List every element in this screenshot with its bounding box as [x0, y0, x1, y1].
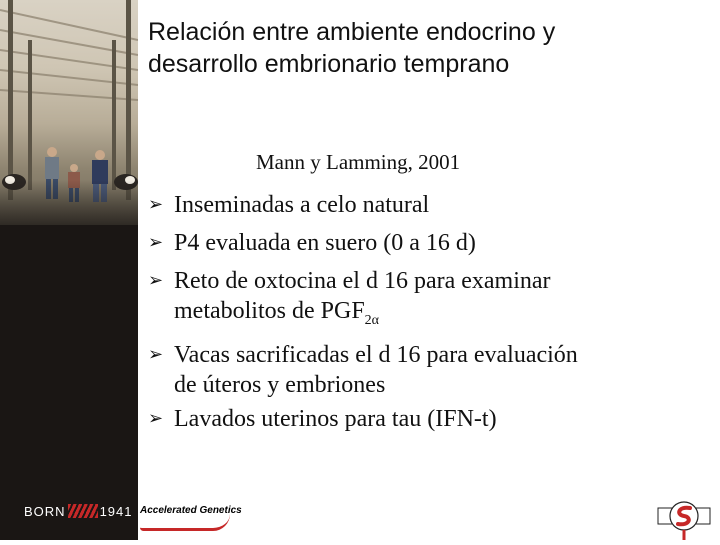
photo-fade	[0, 180, 138, 240]
bullet-arrow-icon: ➢	[148, 270, 164, 291]
title-line-1: Relación entre ambiente endocrino y	[148, 18, 556, 46]
bullet-text-line2: metabolitos de PGF	[174, 298, 365, 324]
bullet-list	[148, 186, 708, 438]
born-1941-logo	[24, 500, 132, 522]
born-logo-text: BORN	[24, 503, 66, 519]
bullet-arrow-icon: ➢	[148, 194, 164, 215]
slide-title	[148, 16, 714, 80]
bullet-item	[148, 262, 708, 336]
bullet-text: P4 evaluada en suero (0 a 16 d)	[174, 230, 476, 256]
bullet-item	[148, 400, 708, 438]
bullet-text-continued	[174, 296, 708, 336]
bullet-item	[148, 224, 708, 262]
accelerated-genetics-logo	[140, 500, 240, 540]
bullet-arrow-icon: ➢	[148, 232, 164, 253]
accelerated-logo-text: Accelerated Genetics	[140, 505, 242, 516]
bullet-item	[148, 336, 708, 400]
citation: Mann y Lamming, 2001	[256, 150, 461, 174]
born-logo-year: 1941	[99, 503, 133, 519]
subscript: 2α	[364, 312, 380, 328]
bullet-item	[148, 186, 708, 224]
title-line-2: desarrollo embrionario temprano	[148, 50, 510, 78]
bullet-text-continued: de úteros y embriones	[174, 371, 386, 398]
bullet-text: Inseminadas a celo natural	[174, 192, 430, 218]
left-photo-panel	[0, 0, 138, 540]
bullet-arrow-icon: ➢	[148, 343, 164, 365]
bullet-text: Vacas sacrificadas el d 16 para evaluación	[174, 341, 578, 368]
accelerated-logo-swoosh	[140, 514, 230, 531]
seal-logo-icon	[654, 496, 714, 540]
born-logo-stripes	[68, 504, 98, 518]
bullet-text: Lavados uterinos para tau (IFN-t)	[174, 405, 497, 432]
bullet-text: Reto de oxtocina el d 16 para examinar	[174, 268, 551, 294]
bullet-arrow-icon: ➢	[148, 407, 164, 429]
